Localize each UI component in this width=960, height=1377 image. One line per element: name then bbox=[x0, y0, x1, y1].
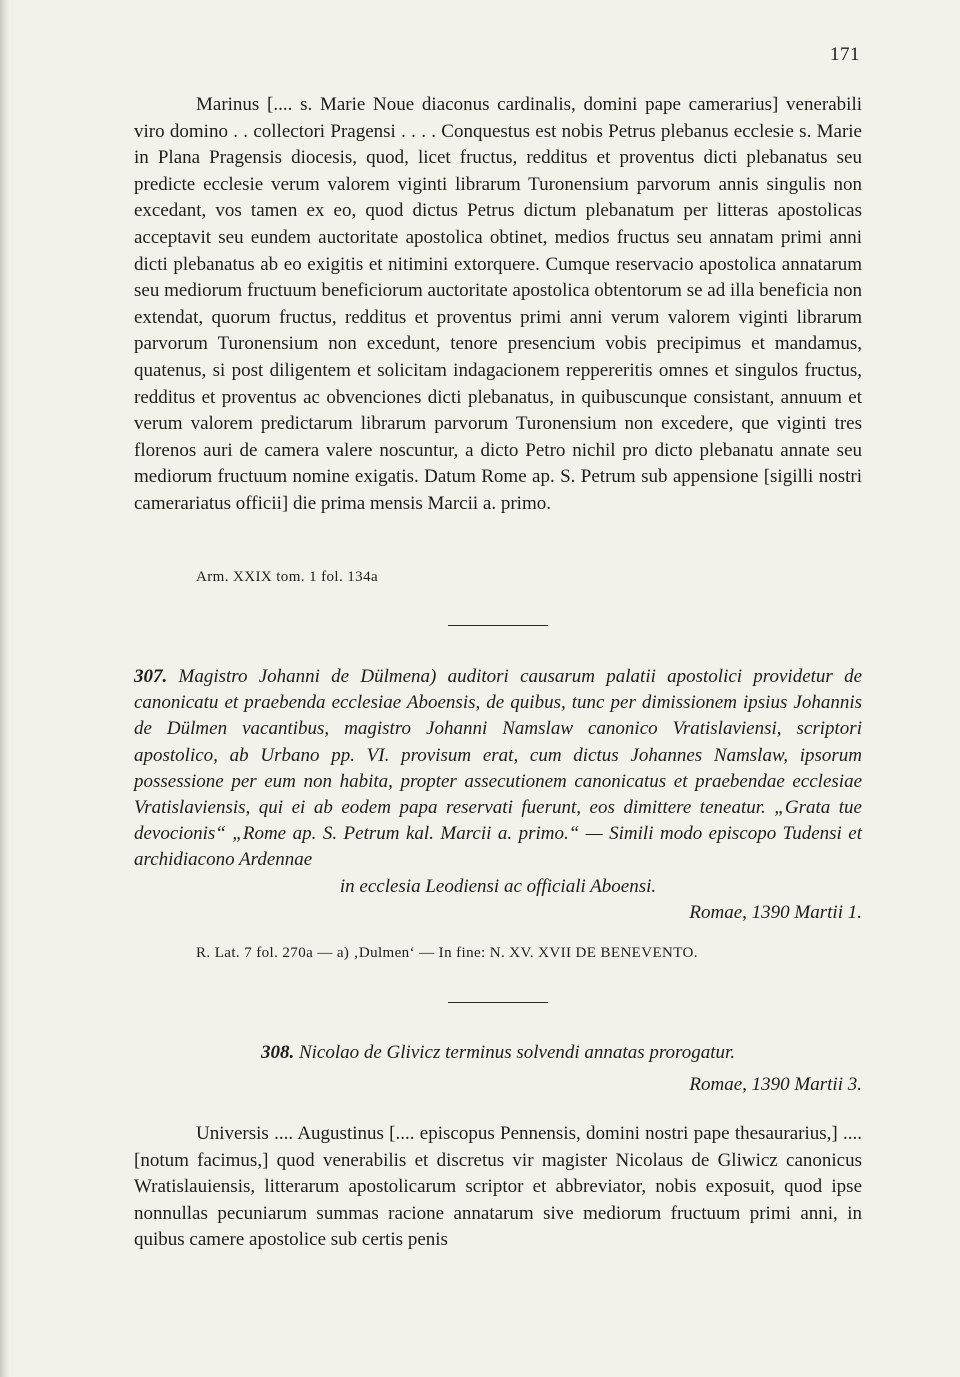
document-308-regest bbox=[134, 1040, 862, 1066]
section-divider bbox=[448, 1002, 548, 1003]
document-307-source-note: R. Lat. 7 fol. 270a — a) ‚Dulmen‘ — In fine: N. XV. XVII DE BENEVENTO. bbox=[196, 945, 698, 961]
section-divider bbox=[448, 625, 548, 626]
document-308-number: 308. bbox=[260, 1042, 295, 1063]
document-306-source-note: Arm. XXIX tom. 1 fol. 134a bbox=[196, 569, 379, 585]
document-307-dateline: Romae, 1390 Martii 1. bbox=[689, 902, 862, 923]
document-308-text bbox=[134, 1121, 862, 1254]
document-307-summary-tail: in ecclesia Leodiensi ac officiali Aboensi. bbox=[339, 875, 657, 897]
page-number: 171 bbox=[830, 44, 860, 65]
document-308-body: Universis .... Augustinus [.... episcopus Pennensis, domini nostri pape thesaurarius,] .... [notum facimus,] quod venerabilis et discretus vir magister Nicolaus de Gliwicz canonicus Wratislauiensis, litterarum apostolicarum scriptor et abbreviator, nobis exposuit, quod ipse nonnullas pecuniarum summas racione annatarum sive mediorum fructuum primi anni, in quibus camere apostolice sub certis penis bbox=[134, 1123, 862, 1251]
document-308-dateline: Romae, 1390 Martii 3. bbox=[689, 1074, 862, 1095]
document-307-summary: Magistro Johanni de Dülmena) auditori causarum palatii apostolici providetur de canonicatu et praebenda ecclesiae Aboensis, de quibus, tunc per dimissionem ipsius Johannis de Dülmen vacantibus, magistro Johanni Namslaw canonico Vratislaviensi, scriptori apostolico, ab Urbano pp. VI. provisum erat, cum dictus Johannes Namslaw, ipsorum possessione per eum non habita, propter assecutionem canonicatus et praebendae ecclesiae Vratislaviensis, qui ei ab eodem papa reservati fuerunt, eos dimittere teneatur. „Grata tue devocionis“ „Rome ap. S. Petrum kal. Marcii a. primo.“ — Simili modo episcopo Tudensi et archidiacono Ardennae bbox=[134, 666, 863, 871]
document-306-body: Marinus [.... s. Marie Noue diaconus cardinalis, domini pape camerarius] venerabili viro domino . . collectori Pragensi . . . . Conquestus est nobis Petrus plebanus ecclesie s. Marie in Plana Pragensis diocesis, quod, licet fructus, redditus et proventus dicti plebanatus seu predicte ecclesie verum valorem viginti librarum Turonensium parvorum annis singulis non excedant, vos tamen ex eo, quod dictus Petrus dictum plebanatum per litteras apostolicas acceptavit seu eundem auctoritate apostolica obtinet, medios fructus seu annatam primi anni dicti plebanatus ab eo exigitis et nitimini extorquere. Cumque reservacio apostolica annatarum seu mediorum fructuum beneficiorum auctoritate apostolica obtentorum se ad illa beneficia non extendat, quorum fructus, redditus et proventus primi anni verum valorem viginti librarum parvorum Turonensium non excedunt, tenore presencium vobis precipimus et mandamus, quatenus, si post diligentem et solicitam indagacionem reppereritis omnes et singulos fructus, redditus et proventus ac obvenciones dicti plebanatus, in quibuscunque consistant, annuum et verum valorem predictarum librarum parvorum Turonensium non excedere, que viginti tres florenos auri de camera valere noscuntur, a dicto Petro nichil pro dicto plebanatu annate seu mediorum fructuum nomine exigatis. Datum Rome ap. S. Petrum sub appensione [sigilli nostri camerariatus officii] die prima mensis Marcii a. primo. bbox=[134, 94, 862, 514]
document-307-number: 307. bbox=[134, 666, 168, 687]
document-308-summary: Nicolao de Glivicz terminus solvendi annatas prorogatur. bbox=[298, 1042, 736, 1063]
page-binding-edge bbox=[0, 0, 10, 1377]
document-306-text bbox=[134, 92, 862, 518]
document-307-regest bbox=[134, 664, 862, 900]
